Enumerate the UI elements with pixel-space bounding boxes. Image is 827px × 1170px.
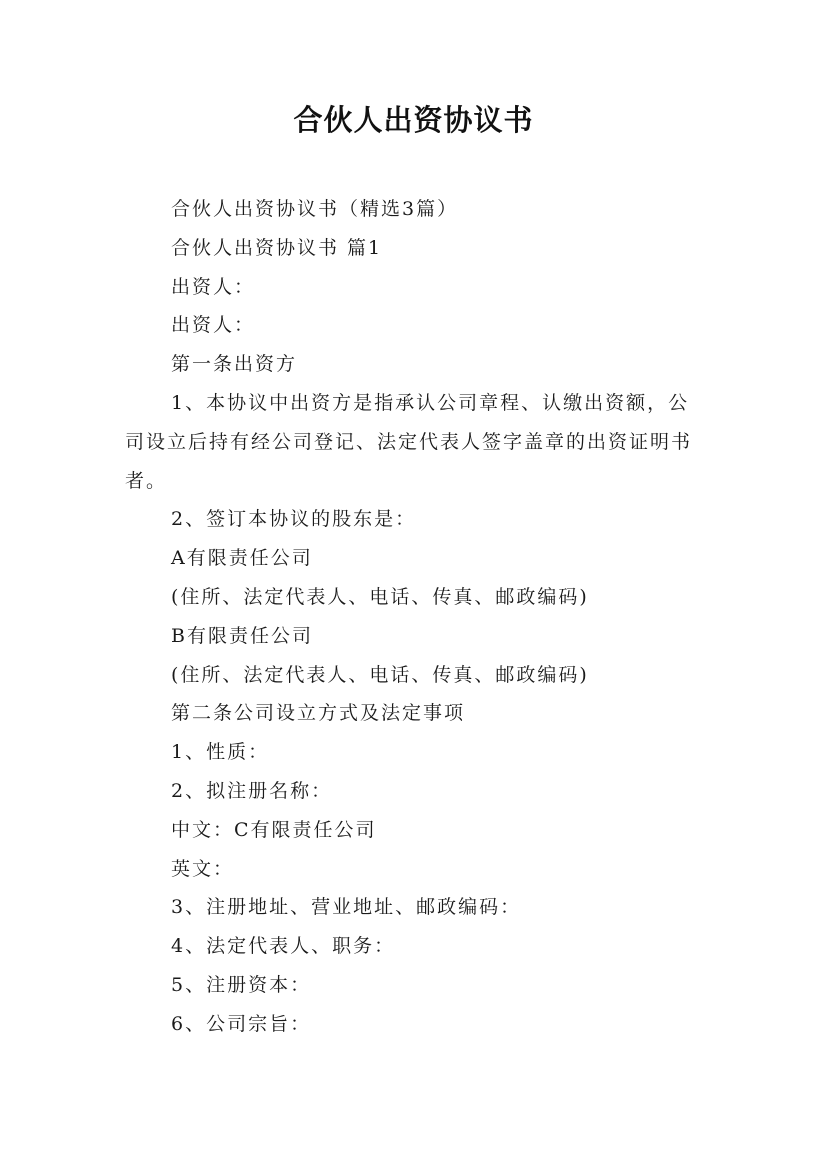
paragraph: (住所、法定代表人、电话、传真、邮政编码)	[171, 585, 589, 608]
paragraph: 合伙人出资协议书（精选3篇）	[171, 198, 459, 220]
paragraph: A有限责任公司	[171, 547, 313, 570]
paragraph: 3、注册地址、营业地址、邮政编码：	[171, 896, 522, 919]
paragraph: B有限责任公司	[171, 624, 313, 647]
paragraph: 1、性质：	[171, 741, 270, 764]
paragraph: (住所、法定代表人、电话、传真、邮政编码)	[171, 663, 589, 686]
document-body	[125, 190, 705, 1044]
document-title: 合伙人出资协议书	[293, 103, 534, 137]
paragraph: 2、拟注册名称：	[171, 779, 333, 802]
paragraph: 1、本协议中出资方是指承认公司章程、认缴出资额，公司设立后持有经公司登记、法定代表人签字盖章的出资证明书者。	[125, 391, 693, 492]
paragraph: 2、签订本协议的股东是：	[171, 508, 417, 531]
paragraph: 合伙人出资协议书 篇1	[171, 236, 383, 259]
paragraph: 5、注册资本：	[171, 973, 312, 996]
paragraph: 中文：C有限责任公司	[171, 818, 377, 841]
paragraph: 6、公司宗旨：	[171, 1012, 312, 1035]
paragraph: 出资人：	[171, 314, 256, 337]
paragraph: 英文：	[171, 857, 235, 880]
paragraph: 第一条出资方	[171, 353, 298, 376]
paragraph: 出资人：	[171, 275, 256, 298]
paragraph: 第二条公司设立方式及法定事项	[171, 702, 466, 725]
paragraph: 4、法定代表人、职务：	[171, 935, 396, 958]
